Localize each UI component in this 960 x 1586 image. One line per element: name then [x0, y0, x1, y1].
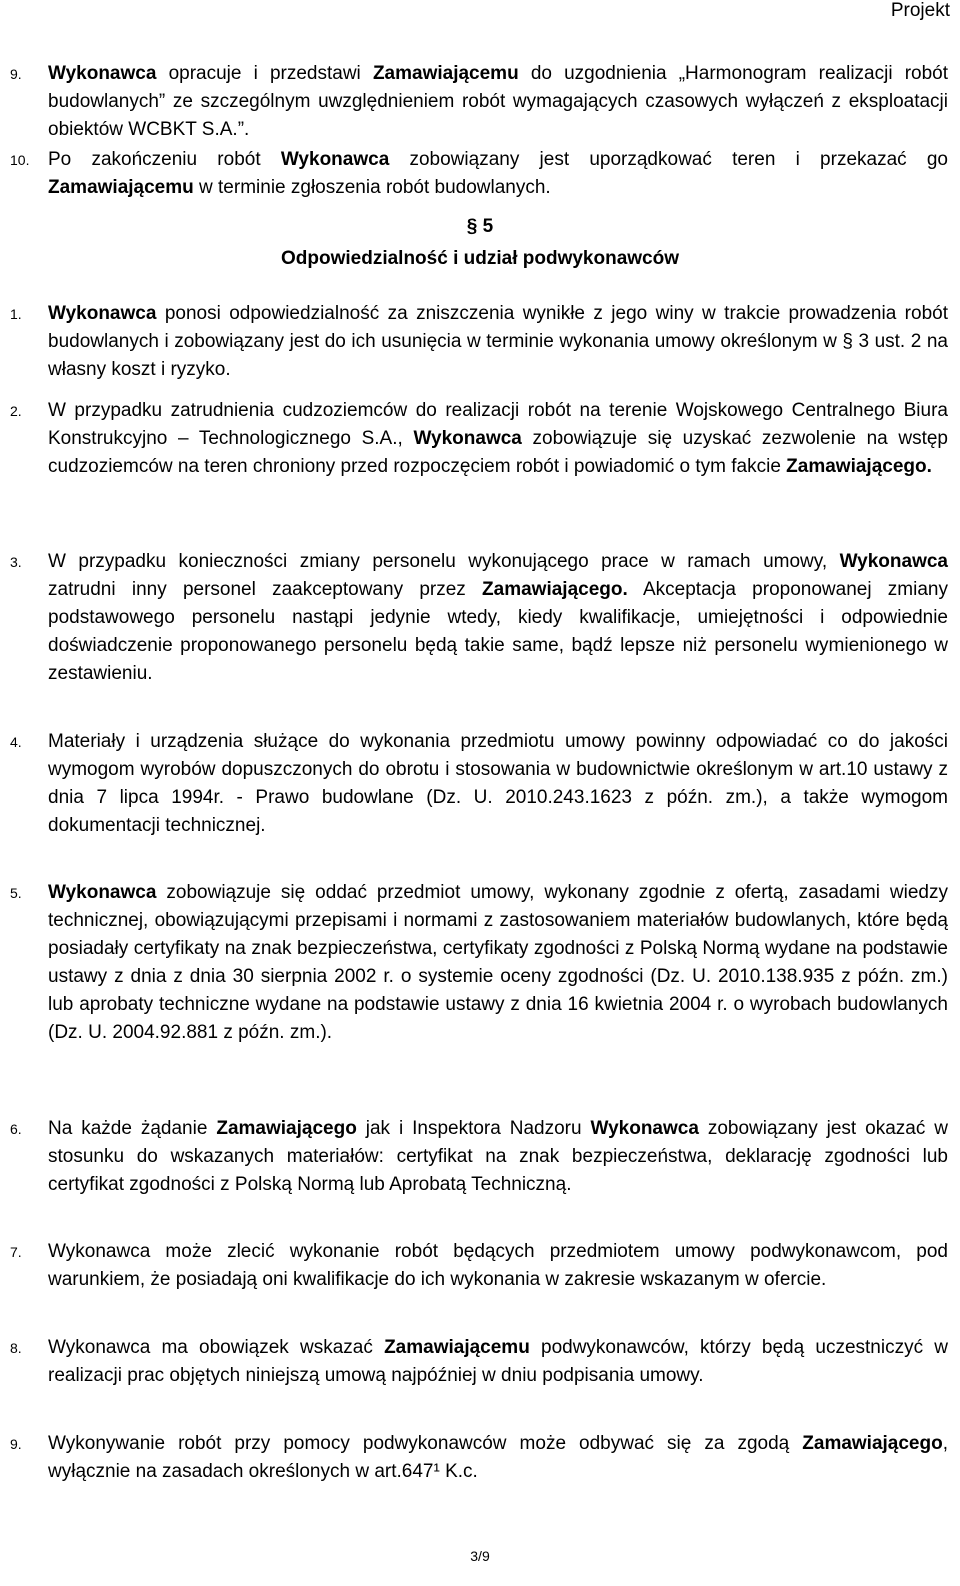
text-run: Wykonawca ma obowiązek wskazać — [48, 1337, 385, 1358]
item-text — [48, 879, 948, 1047]
text-run: , wyłącznie na zasadach określonych w art.647¹ K.c. — [48, 1433, 948, 1482]
bold-term: Wykonawca — [413, 428, 522, 449]
item-number: 9. — [10, 66, 22, 82]
text-run: Na każde żądanie — [48, 1118, 217, 1139]
list-item-8 — [10, 1334, 948, 1390]
text-run: Akceptacja proponowanej zmiany podstawowego personelu nastąpi jedynie wtedy, kiedy kwalifikacje, umiejętności i odpowiednie doświadczenie proponowanego personelu będą takie same, bądź lepsze niż personelu wymienionego w zestawieniu. — [48, 579, 948, 684]
text-run: w terminie zgłoszenia robót budowlanych. — [193, 177, 551, 198]
text-run: W przypadku zatrudnienia cudzoziemców do realizacji robót na terenie Wojskowego Centralnego Biura Konstrukcyjno – Technologicznego S.A., — [48, 400, 948, 449]
text-run: ponosi odpowiedzialność za zniszczenia wynikłe z jego winy w trakcie prowadzenia robót budowlanych i zobowiązany jest do ich usunięcia w terminie wykonania umowy określonym w — [48, 303, 948, 352]
item-number: 10. — [10, 152, 30, 168]
item-text — [48, 146, 948, 202]
text-run: zobowiązuje się uzyskać zezwolenie na wstęp cudzoziemców na teren chroniony przed rozpoczęciem robót i powiadomić o tym fakcie — [48, 428, 948, 477]
text-run: podwykonawców, którzy będą uczestniczyć w realizacji prac objętych niniejszą umową najpóźniej w dniu podpisania umowy. — [48, 1337, 948, 1386]
item-text — [48, 60, 948, 144]
bold-term: Wykonawca — [839, 551, 948, 572]
bold-term: Wykonawca — [48, 882, 157, 903]
item-number: 6. — [10, 1121, 22, 1137]
text-run: zobowiązuje się oddać przedmiot umowy, wykonany zgodnie z ofertą, zasadami wiedzy technicznej, obowiązującymi przepisami i normami z zastosowaniem materiałów budowlanych, które będą posiadały certyfikaty na znak bezpieczeństwa, certyfikaty zgodności z Polską Normą wydane na podstawie ustawy z dnia z dnia 30 sierpnia 2002 r. o systemie oceny zgodności (Dz. U. 2010.138.935 z późn. zm.) lub aprobaty techniczne wydane na podstawie ustawy z dnia 16 kwietnia 2004 r. o wyrobach budowlanych (Dz. U. 2004.92.881 z późn. zm.). — [48, 882, 948, 1043]
bold-term: Zamawiającemu — [48, 177, 194, 198]
item-text — [48, 1334, 948, 1390]
bold-term: Zamawiającemu — [384, 1337, 530, 1358]
text-run: do uzgodnienia „Harmonogram realizacji robót budowlanych” ze szczególnym uwzględnieniem robót wymagających czasowych wyłączeń z eksploatacji obiektów WCBKT S.A.”. — [48, 63, 949, 140]
text-run: Wykonawca może zlecić wykonanie robót będących przedmiotem umowy podwykonawcom, pod warunkiem, że posiadają oni kwalifikacje do ich wykonania w zakresie wskazanym w ofercie. — [48, 1241, 948, 1290]
paragraph-symbol-icon: § — [466, 216, 478, 237]
prev-item-10 — [10, 146, 948, 202]
item-text — [48, 397, 948, 481]
bold-term: Wykonawca — [280, 149, 390, 170]
list-item-5 — [10, 879, 948, 1047]
item-text — [48, 300, 948, 384]
item-number: 4. — [10, 734, 22, 750]
text-run: zobowiązany jest okazać w stosunku do wskazanych materiałów: certyfikat na znak bezpieczeństwa, deklarację zgodności lub certyfikat zgodności z Polską Normą lub Aprobatą Techniczną. — [48, 1118, 948, 1195]
item-text — [48, 1430, 948, 1486]
list-item-1 — [10, 300, 948, 384]
text-run: 3 ust. 2 na własny koszt i ryzyko. — [48, 331, 948, 380]
bold-term: Zamawiającego. — [786, 456, 932, 477]
text-run: opracuje i przedstawi — [156, 63, 373, 84]
text-run: Wykonywanie robót przy pomocy podwykonawców może odbywać się za zgodą — [48, 1433, 803, 1454]
item-text — [48, 1238, 948, 1294]
item-number: 7. — [10, 1244, 22, 1260]
section-number-value: 5 — [482, 216, 494, 237]
paragraph-symbol-icon: § — [842, 331, 853, 352]
bold-term: Wykonawca — [590, 1118, 699, 1139]
bold-term: Wykonawca — [48, 63, 157, 84]
bold-term: Zamawiającego — [216, 1118, 357, 1139]
list-item-4 — [10, 728, 948, 840]
text-run: zatrudni inny personel zaakceptowany przez — [48, 579, 483, 600]
section-title: Odpowiedzialność i udział podwykonawców — [281, 248, 679, 269]
text-run: jak i Inspektora Nadzoru — [356, 1118, 591, 1139]
list-item-7 — [10, 1238, 948, 1294]
page-number: 3/9 — [470, 1548, 490, 1564]
list-item-3 — [10, 548, 948, 688]
text-run: W przypadku konieczności zmiany personelu wykonującego prace w ramach umowy, — [48, 551, 840, 572]
section-number — [0, 214, 960, 240]
header-label: Projekt — [890, 0, 950, 21]
bold-term: Zamawiającego. — [482, 579, 628, 600]
text-run: zobowiązany jest uporządkować teren i przekazać go — [389, 149, 948, 170]
item-number: 8. — [10, 1340, 22, 1356]
bold-term: Wykonawca — [48, 303, 157, 324]
bold-term: Zamawiającemu — [372, 63, 519, 84]
item-text — [48, 728, 948, 840]
list-item-9 — [10, 1430, 948, 1486]
list-item-6 — [10, 1115, 948, 1199]
item-number: 3. — [10, 554, 22, 570]
item-text — [48, 548, 948, 688]
item-number: 2. — [10, 403, 22, 419]
text-run: Materiały i urządzenia służące do wykonania przedmiotu umowy powinny odpowiadać co do jakości wymogom wyrobów dopuszczonych do obrotu i stosowania w budownictwie określonym w art.10 ustawy z dnia 7 lipca 1994r. - Prawo budowlane (Dz. U. 2010.243.1623 z późn. zm.), a także wymogom dokumentacji technicznej. — [48, 731, 948, 836]
bold-term: Zamawiającego — [802, 1433, 943, 1454]
prev-item-9 — [10, 60, 948, 144]
item-number: 5. — [10, 885, 22, 901]
item-text — [48, 1115, 948, 1199]
text-run: Po zakończeniu robót — [48, 149, 281, 170]
item-number: 1. — [10, 306, 22, 322]
item-number: 9. — [10, 1436, 22, 1452]
list-item-2 — [10, 397, 948, 481]
